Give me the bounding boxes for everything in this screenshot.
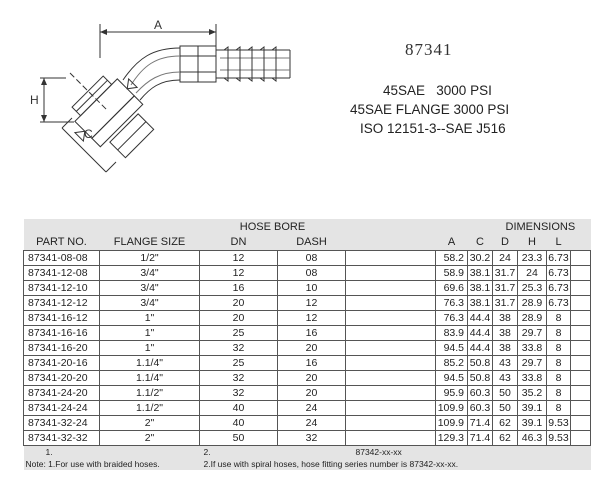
l-cell: 6.73 — [548, 282, 569, 294]
a-cell: 58.2 — [436, 251, 468, 266]
part-no-cell: 87341-32-32 — [24, 431, 100, 446]
dash-cell: 24 — [278, 401, 346, 416]
table-row — [24, 431, 591, 446]
table-row — [24, 251, 591, 266]
h-cell: 28.9 — [518, 311, 547, 326]
spec-line-2: 45SAE FLANGE 3000 PSI — [350, 102, 510, 117]
l-cell: 6.73 — [548, 267, 569, 279]
h-cell: 33.8 — [518, 371, 547, 386]
c-cell: 44.4 — [468, 341, 493, 356]
d-cell: 43 — [493, 371, 518, 386]
flange-size-cell: 1" — [100, 311, 200, 326]
dn-cell: 32 — [200, 341, 278, 356]
l-cell: 8 — [547, 371, 571, 386]
d-cell: 50 — [493, 401, 518, 416]
l-cell: 8 — [547, 311, 571, 326]
spacer-cell — [571, 281, 591, 296]
dash-cell: 16 — [278, 356, 346, 371]
spacer-cell — [346, 251, 436, 266]
a-cell: 129.3 — [436, 431, 468, 446]
spacer-cell — [571, 416, 591, 431]
spacer-cell — [346, 266, 436, 281]
l-cell: 8 — [547, 386, 571, 401]
h-cell: 28.9 — [518, 296, 547, 311]
part-no-cell: 87341-20-20 — [24, 371, 100, 386]
c-cell: 30.2 — [468, 251, 493, 266]
note-num-2: 2. — [200, 446, 346, 459]
spacer-cell — [571, 356, 591, 371]
part-no-cell: 87341-16-16 — [24, 326, 100, 341]
part-no-cell: 87341-12-12 — [24, 296, 100, 311]
h-cell: 39.1 — [518, 416, 547, 431]
spacer-cell — [571, 266, 591, 281]
a-cell: 85.2 — [436, 356, 468, 371]
part-no-cell: 87341-16-12 — [24, 311, 100, 326]
dn-cell: 20 — [200, 296, 278, 311]
c-cell: 71.4 — [468, 431, 493, 446]
d-cell: 31.7 — [493, 281, 518, 296]
table-row — [24, 371, 591, 386]
part-no-cell: 87341-12-10 — [24, 281, 100, 296]
dash-cell: 20 — [278, 341, 346, 356]
dimensions-header: DIMENSIONS — [436, 219, 591, 235]
h-cell: 29.7 — [518, 356, 547, 371]
spacer-cell — [346, 281, 436, 296]
flange-size-cell: 3/4" — [100, 296, 200, 311]
d-cell: 24 — [493, 251, 518, 266]
spacer-cell — [571, 326, 591, 341]
spacer-cell — [571, 341, 591, 356]
c-cell: 71.4 — [468, 416, 493, 431]
dn-cell: 25 — [200, 326, 278, 341]
d-cell: 38 — [493, 326, 518, 341]
h-cell: 25.3 — [518, 281, 547, 296]
spacer-cell — [571, 296, 591, 311]
d-cell: 31.7 — [493, 296, 518, 311]
d-cell: 31.7 — [493, 266, 518, 281]
table-row — [24, 416, 591, 431]
dash-cell: 20 — [278, 371, 346, 386]
dn-cell: 40 — [200, 401, 278, 416]
col-l: L — [547, 235, 571, 251]
c-cell: 38.1 — [468, 296, 493, 311]
col-dn: DN — [200, 235, 278, 251]
spacer-cell — [346, 341, 436, 356]
dash-cell: 10 — [278, 281, 346, 296]
flange-size-cell: 3/4" — [100, 281, 200, 296]
flange-size-cell: 1.1/2" — [100, 401, 200, 416]
d-cell: 43 — [493, 356, 518, 371]
dn-cell: 12 — [200, 251, 278, 266]
dash-cell: 24 — [278, 416, 346, 431]
l-cell: 9.53 — [548, 432, 569, 444]
h-cell: 33.8 — [518, 341, 547, 356]
l-cell: 8 — [547, 326, 571, 341]
spacer-cell — [571, 371, 591, 386]
flange-size-cell: 1/2" — [100, 251, 200, 266]
dn-cell: 25 — [200, 356, 278, 371]
c-cell: 38.1 — [468, 266, 493, 281]
l-cell: 8 — [547, 341, 571, 356]
spec-line-3: ISO 12151-3--SAE J516 — [360, 121, 506, 136]
table-row — [24, 401, 591, 416]
spec-line-1: 45SAE 3000 PSI — [383, 83, 492, 98]
col-dash: DASH — [278, 235, 346, 251]
dash-cell: 08 — [278, 251, 346, 266]
spacer-cell — [571, 431, 591, 446]
part-no-cell: 87341-08-08 — [24, 251, 100, 266]
table-row — [24, 296, 591, 311]
dim-h-label: H — [30, 93, 39, 107]
l-cell: 6.73 — [548, 297, 569, 309]
spacer-cell — [571, 386, 591, 401]
part-no-cell: 87341-32-24 — [24, 416, 100, 431]
table-row — [24, 326, 591, 341]
hose-bore-header: HOSE BORE — [200, 219, 346, 235]
h-cell: 46.3 — [518, 431, 547, 446]
a-cell: 76.3 — [436, 296, 468, 311]
dash-cell: 12 — [278, 311, 346, 326]
l-cell: 8 — [547, 356, 571, 371]
flange-size-cell: 2" — [100, 416, 200, 431]
l-cell: 6.73 — [548, 252, 569, 264]
fitting-drawing — [28, 18, 318, 188]
part-no-cell: 87341-16-20 — [24, 341, 100, 356]
note-line-2: 2.If use with spiral hoses, hose fitting series number is 87342-xx-xx. — [200, 458, 591, 470]
c-cell: 44.4 — [468, 311, 493, 326]
spacer-cell — [346, 356, 436, 371]
note-line-1: Note: 1.For use with braided hoses. — [24, 458, 200, 470]
a-cell: 58.9 — [436, 266, 468, 281]
a-cell: 94.5 — [436, 371, 468, 386]
h-cell: 24 — [518, 266, 547, 281]
c-cell: 60.3 — [468, 386, 493, 401]
series-code: 87341 — [405, 40, 453, 59]
col-flange-size: FLANGE SIZE — [100, 235, 200, 251]
c-cell: 50.8 — [468, 371, 493, 386]
flange-size-cell: 3/4" — [100, 266, 200, 281]
d-cell: 38 — [493, 341, 518, 356]
a-cell: 95.9 — [436, 386, 468, 401]
col-part-no: PART NO. — [24, 235, 100, 251]
h-cell: 39.1 — [518, 401, 547, 416]
col-d: D — [493, 235, 518, 251]
c-cell: 38.1 — [468, 281, 493, 296]
dash-cell: 12 — [278, 296, 346, 311]
h-cell: 35.2 — [518, 386, 547, 401]
flange-size-cell: 1" — [100, 326, 200, 341]
h-cell: 29.7 — [518, 326, 547, 341]
part-no-cell: 87341-12-08 — [24, 266, 100, 281]
dim-a-label: A — [154, 18, 163, 32]
a-cell: 76.3 — [436, 311, 468, 326]
col-a: A — [436, 235, 468, 251]
a-cell: 69.6 — [436, 281, 468, 296]
dn-cell: 32 — [200, 386, 278, 401]
flange-size-cell: 1.1/4" — [100, 356, 200, 371]
dn-cell: 50 — [200, 431, 278, 446]
note-series: 87342-xx-xx — [346, 446, 591, 459]
flange-size-cell: 1.1/2" — [100, 386, 200, 401]
spacer-cell — [346, 431, 436, 446]
spacer-cell — [346, 296, 436, 311]
a-cell: 109.9 — [436, 416, 468, 431]
d-cell: 50 — [493, 386, 518, 401]
spacer-cell — [571, 251, 591, 266]
a-cell: 94.5 — [436, 341, 468, 356]
dash-cell: 16 — [278, 326, 346, 341]
note-num-1: 1. — [24, 446, 200, 459]
spacer-cell — [346, 311, 436, 326]
col-h: H — [518, 235, 547, 251]
dash-cell: 20 — [278, 386, 346, 401]
c-cell: 44.4 — [468, 326, 493, 341]
spacer-cell — [346, 326, 436, 341]
dash-cell: 32 — [278, 431, 346, 446]
part-no-cell: 87341-24-24 — [24, 401, 100, 416]
l-cell: 8 — [547, 401, 571, 416]
table-row — [24, 356, 591, 371]
d-cell: 38 — [493, 311, 518, 326]
flange-size-cell: 1.1/4" — [100, 371, 200, 386]
spacer-cell — [571, 311, 591, 326]
flange-size-cell: 1" — [100, 341, 200, 356]
spacer-cell — [571, 401, 591, 416]
c-cell: 50.8 — [468, 356, 493, 371]
dn-cell: 20 — [200, 311, 278, 326]
d-cell: 62 — [493, 431, 518, 446]
h-cell: 23.3 — [518, 251, 547, 266]
dn-cell: 16 — [200, 281, 278, 296]
a-cell: 83.9 — [436, 326, 468, 341]
l-cell: 9.53 — [548, 417, 569, 429]
dn-cell: 12 — [200, 266, 278, 281]
dn-cell: 40 — [200, 416, 278, 431]
table-row — [24, 311, 591, 326]
spacer-cell — [346, 401, 436, 416]
flange-size-cell: 2" — [100, 431, 200, 446]
c-cell: 60.3 — [468, 401, 493, 416]
dn-cell: 32 — [200, 371, 278, 386]
d-cell: 62 — [493, 416, 518, 431]
spacer-cell — [346, 416, 436, 431]
a-cell: 109.9 — [436, 401, 468, 416]
dash-cell: 08 — [278, 266, 346, 281]
dim-c-label: C — [84, 127, 93, 141]
col-c: C — [468, 235, 493, 251]
table-row — [24, 386, 591, 401]
part-no-cell: 87341-20-16 — [24, 356, 100, 371]
spec-table — [23, 219, 591, 470]
spacer-cell — [346, 371, 436, 386]
table-row — [24, 281, 591, 296]
table-row — [24, 266, 591, 281]
table-row — [24, 341, 591, 356]
spacer-cell — [346, 386, 436, 401]
part-no-cell: 87341-24-20 — [24, 386, 100, 401]
